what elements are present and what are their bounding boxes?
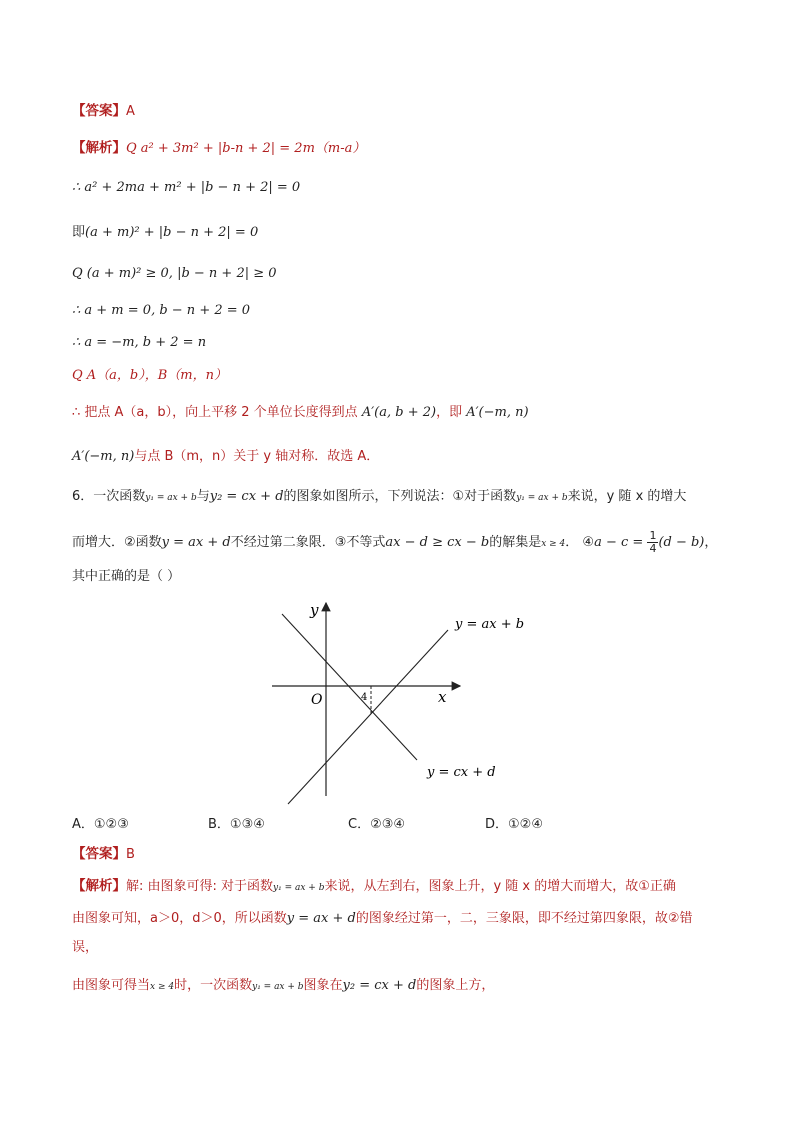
analysis-eq-2: ∴ a² + 2ma + m² + |b − n + 2| = 0 — [72, 180, 301, 195]
option-a[interactable]: A．①②③ — [72, 817, 129, 832]
a2-text-5: 由图象可得当 — [72, 978, 151, 993]
fraction-numerator: 1 — [649, 529, 657, 542]
symmetry-point: A′(−m, n) — [72, 449, 135, 464]
line-label-cd: y = cx + d — [427, 765, 496, 780]
option-b[interactable]: B．①③④ — [208, 817, 265, 832]
analysis-eq-3: (a + m)² + |b − n + 2| = 0 — [85, 225, 259, 240]
analysis-eq-7: Q A（a，b），B（m，n） — [72, 368, 228, 383]
q-text-4: 来说，y 随 x 的增大 — [567, 489, 687, 504]
analysis2-line-3: 误， — [72, 940, 99, 955]
translate-point: A′(a, b + 2) — [361, 405, 437, 420]
q-text-8: ． ④ — [565, 535, 595, 550]
fraction-denominator: 4 — [649, 542, 657, 555]
analysis-label: 【解析】 — [72, 140, 126, 156]
q-eq-left: a − c = — [594, 535, 644, 550]
a2-text-4: 的图象经过第一，二，三象限，即不经过第四象限，故②错 — [355, 911, 693, 926]
a2-func-1: y₁ = ax + b — [273, 883, 325, 893]
answer-line-1 — [72, 101, 135, 122]
option-d[interactable]: D．①②④ — [485, 817, 543, 832]
answer-value: A — [126, 104, 135, 119]
answer-line-2 — [72, 844, 135, 865]
q-text-5: 而增大．②函数 — [72, 535, 162, 550]
y-axis-label: y — [310, 601, 319, 619]
translate-sep: ，即 — [436, 405, 467, 420]
q-solution: x ≥ 4 — [541, 539, 566, 549]
q-text-1: 6．一次函数 — [72, 489, 146, 504]
analysis-line-1 — [72, 138, 365, 159]
line-label-ab: y = ax + b — [455, 617, 525, 632]
q-func-3: y₁ = ax + b — [516, 493, 568, 503]
line-cx-plus-d — [282, 614, 417, 760]
translate-text: ∴ 把点 A（a，b），向上平移 2 个单位长度得到点 — [72, 405, 362, 420]
q-func-4: y = ax + d — [161, 535, 231, 550]
q-fraction — [647, 530, 658, 555]
analysis-eq-4: Q (a + m)² ≥ 0, |b − n + 2| ≥ 0 — [72, 266, 277, 281]
a2-cond: x ≥ 4 — [150, 982, 175, 992]
question-line-3: 其中正确的是（ ） — [72, 569, 181, 584]
q-text-9: ， — [704, 535, 718, 550]
question-line-2 — [72, 530, 717, 557]
analysis-eq-5: ∴ a + m = 0, b − n + 2 = 0 — [72, 303, 251, 318]
a2-text-2: 来说，从左到右，图象上升，y 随 x 的增大而增大，故①正确 — [324, 879, 676, 894]
analysis-label-2: 【解析】 — [72, 878, 126, 894]
symmetry-text: 与点 B（m，n）关于 y 轴对称．故选 A． — [134, 449, 380, 464]
analysis2-line-1 — [72, 876, 676, 898]
q-text-2: 与 — [196, 489, 210, 504]
q-text-7: 的解集是 — [489, 535, 542, 550]
analysis2-line-4 — [72, 975, 494, 997]
q-text-3: 的图象如图所示，下列说法：①对于函数 — [283, 489, 517, 504]
a2-text-8: 的图象上方， — [416, 978, 495, 993]
analysis-prefix: 即 — [72, 225, 86, 240]
tick-label: 4 — [361, 692, 368, 703]
analysis-line-3 — [72, 222, 258, 243]
a2-text-1: 解: 由图象可得: 对于函数 — [126, 879, 274, 894]
analysis-eq-6: ∴ a = −m, b + 2 = n — [72, 335, 207, 350]
q-func-2: y₂ = cx + d — [209, 489, 284, 504]
x-axis-label: x — [438, 688, 447, 706]
analysis-line-9 — [72, 446, 379, 467]
question-line-1 — [72, 487, 686, 508]
answer-label-2: 【答案】 — [72, 846, 126, 862]
analysis-line-8 — [72, 402, 529, 423]
translate-result: A′(−m, n) — [466, 405, 529, 420]
a2-func-3: y₁ = ax + b — [252, 982, 304, 992]
q-eq-right: (d − b) — [658, 535, 705, 550]
answer-value-2: B — [126, 847, 135, 862]
function-graph — [262, 600, 532, 810]
a2-func-4: y₂ = cx + d — [342, 978, 417, 993]
a2-text-6: 时，一次函数 — [174, 978, 253, 993]
origin-label: O — [311, 692, 323, 708]
q-inequality: ax − d ≥ cx − b — [385, 535, 490, 550]
a2-text-3: 由图象可知，a＞0，d＞0，所以函数 — [72, 911, 287, 926]
q-func-1: y₁ = ax + b — [145, 493, 197, 503]
line-ax-plus-b — [288, 630, 448, 804]
a2-text-7: 图象在 — [303, 978, 343, 993]
analysis2-line-2 — [72, 908, 692, 929]
q-text-6: 不经过第二象限．③不等式 — [230, 535, 386, 550]
a2-func-2: y = ax + d — [286, 911, 356, 926]
option-c[interactable]: C．②③④ — [348, 817, 406, 832]
answer-label: 【答案】 — [72, 103, 126, 119]
analysis-eq-1: Q a² + 3m² + |b-n + 2| = 2m（m-a） — [126, 141, 366, 156]
